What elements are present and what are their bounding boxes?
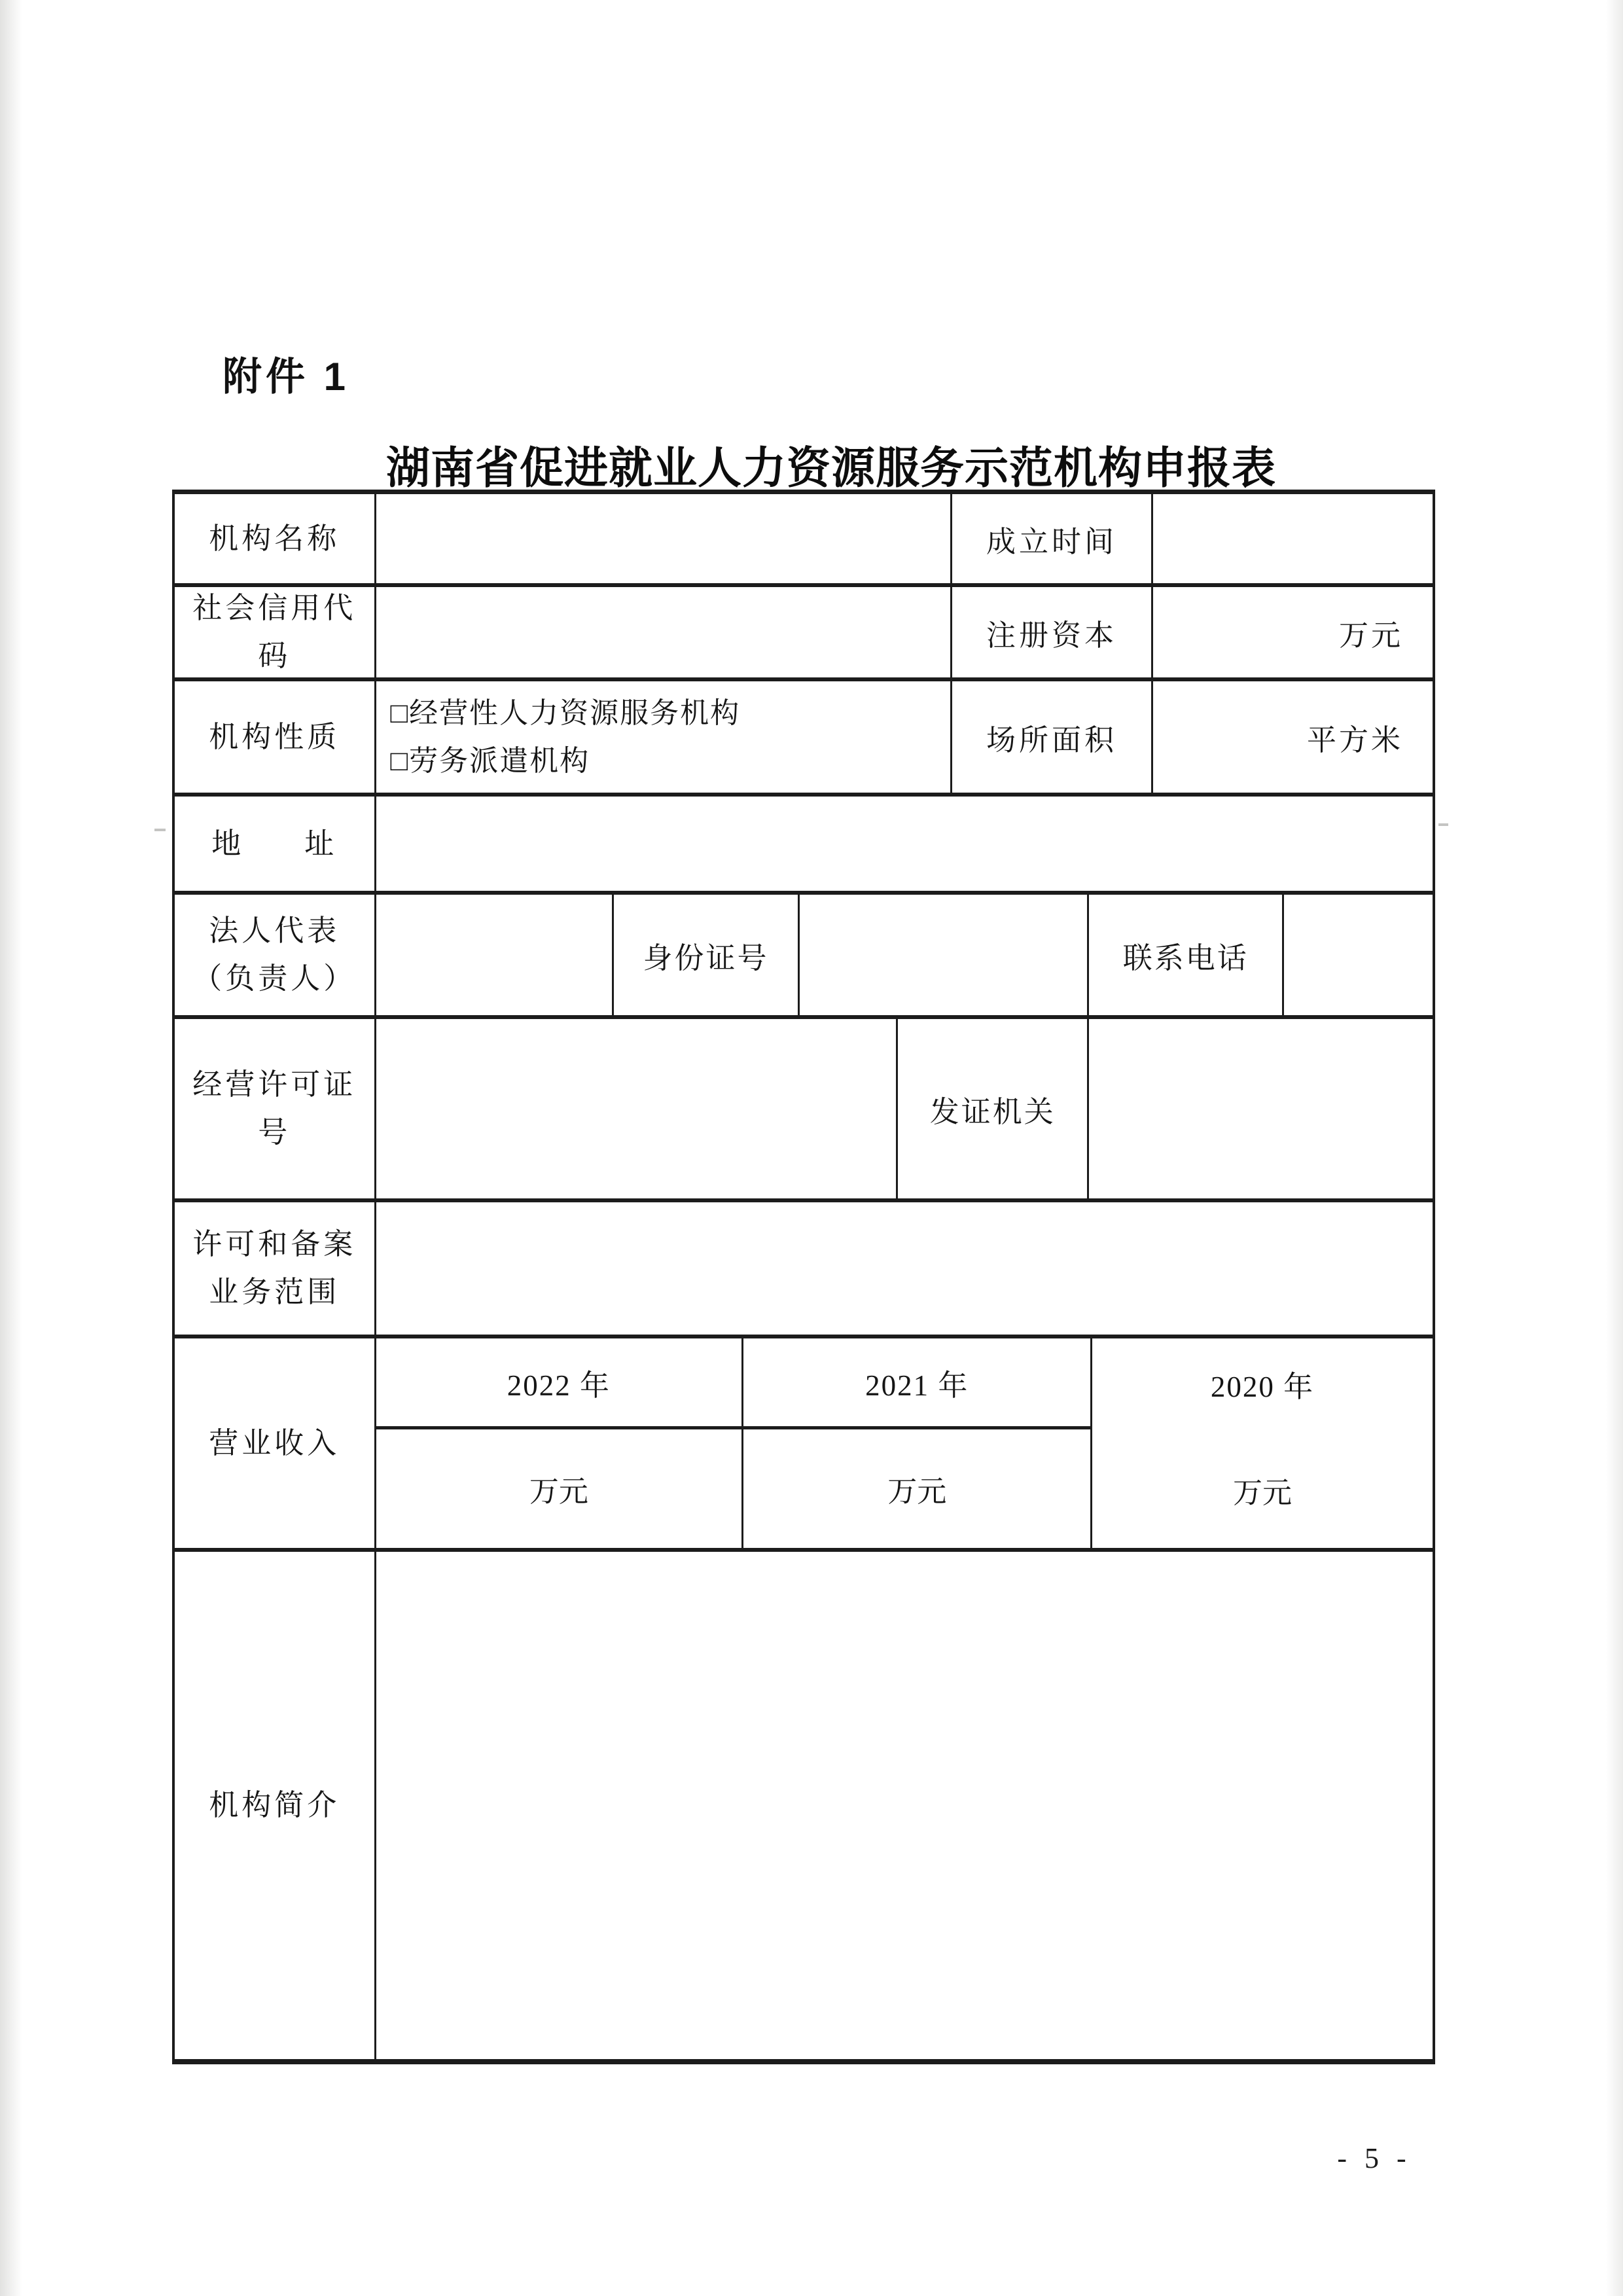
org-name-value-cell <box>376 494 952 583</box>
license-number-label-line1: 经营许可证 <box>192 1068 357 1102</box>
license-number-value-cell <box>376 1019 899 1198</box>
page-title: 湖南省促进就业人力资源服务示范机构申报表 <box>386 444 1276 493</box>
revenue-label-cell <box>175 1338 376 1548</box>
org-nature-option-hr-service: □经营性人力资源服务机构 <box>390 696 741 729</box>
credit-code-label-line1: 社会信用代 <box>192 592 357 625</box>
revenue-year-2020-cell <box>1092 1338 1433 1429</box>
legal-rep-label-line1: 法人代表 <box>209 914 340 948</box>
phone-value-cell <box>1284 895 1433 1015</box>
revenue-amount-2020-cell <box>1092 1429 1433 1548</box>
org-nature-label-cell <box>175 681 376 793</box>
revenue-years-grid <box>376 1338 1433 1548</box>
address-label-char1: 地 <box>211 827 245 860</box>
page-number: - 5 - <box>1337 2142 1412 2174</box>
business-scope-label-line2: 业务范围 <box>209 1276 340 1308</box>
credit-code-value-cell <box>376 587 952 677</box>
table-row-org-intro <box>175 1552 1433 2059</box>
area-value-cell <box>1153 681 1433 793</box>
org-name-label: 机构名称 <box>209 522 340 555</box>
table-row-business-scope <box>175 1202 1433 1338</box>
table-row-license-number <box>175 1019 1433 1202</box>
legal-rep-label-line2: （负责人） <box>192 962 357 995</box>
established-label: 成立时间 <box>986 525 1118 558</box>
established-value-cell <box>1153 494 1433 583</box>
org-nature-label: 机构性质 <box>209 720 340 753</box>
id-number-value-cell <box>800 895 1089 1015</box>
table-row-revenue <box>175 1338 1433 1552</box>
id-number-label: 身份证号 <box>643 941 769 975</box>
org-intro-value-cell <box>376 1552 1433 2059</box>
capital-label: 注册资本 <box>986 619 1118 652</box>
revenue-unit-2022: 万元 <box>529 1475 588 1508</box>
org-intro-label-cell <box>175 1552 376 2059</box>
scan-mark-right <box>1438 823 1448 826</box>
business-scope-label-line1: 许可和备案 <box>192 1228 357 1261</box>
address-label-cell <box>175 797 376 891</box>
issuer-label-cell <box>898 1019 1089 1198</box>
application-form-table <box>172 490 1435 2064</box>
area-label-cell <box>952 681 1154 793</box>
revenue-unit-2020: 万元 <box>1233 1477 1293 1509</box>
established-label-cell <box>952 494 1154 583</box>
business-scope-label-cell <box>175 1202 376 1335</box>
table-row-org-nature <box>175 681 1433 797</box>
area-unit-label: 平方米 <box>1306 723 1403 757</box>
attachment-label: 附件 1 <box>223 355 350 399</box>
revenue-amount-2022-cell <box>376 1429 742 1548</box>
org-intro-label: 机构简介 <box>209 1789 340 1822</box>
credit-code-label-line2: 码 <box>258 639 291 672</box>
id-number-label-cell <box>614 895 800 1015</box>
revenue-col-2022 <box>376 1338 744 1548</box>
capital-value-cell <box>1153 587 1433 677</box>
capital-label-cell <box>952 587 1154 677</box>
license-number-label-line2: 号 <box>258 1116 291 1149</box>
revenue-unit-2021: 万元 <box>887 1475 947 1508</box>
credit-code-label-cell <box>175 587 376 677</box>
revenue-year-2020-label: 2020 年 <box>1210 1371 1315 1403</box>
table-row-credit-code <box>175 587 1433 681</box>
address-label-char2: 址 <box>304 827 338 860</box>
org-nature-options-cell <box>376 681 952 793</box>
revenue-year-2022-cell <box>376 1338 742 1429</box>
address-value-cell <box>376 797 1433 891</box>
legal-rep-label-cell <box>175 895 376 1015</box>
scan-mark-left <box>154 829 166 831</box>
business-scope-value-cell <box>376 1202 1433 1335</box>
org-name-label-cell <box>175 494 376 583</box>
issuer-value-cell <box>1089 1019 1433 1198</box>
capital-unit-label: 万元 <box>1338 619 1403 652</box>
phone-label-cell <box>1089 895 1284 1015</box>
legal-rep-value-cell <box>376 895 614 1015</box>
revenue-year-2022-label: 2022 年 <box>507 1369 611 1402</box>
phone-label: 联系电话 <box>1122 941 1249 975</box>
scan-shadow-left <box>0 0 22 2296</box>
area-label: 场所面积 <box>986 723 1118 757</box>
org-nature-option-labor-dispatch: □劳务派遣机构 <box>390 745 590 777</box>
revenue-col-2020 <box>1092 1338 1433 1548</box>
license-number-label-cell <box>175 1019 376 1198</box>
table-row-legal-rep <box>175 895 1433 1019</box>
revenue-label: 营业收入 <box>209 1426 340 1460</box>
scan-shadow-right <box>1606 0 1623 2296</box>
table-row-address <box>175 797 1433 895</box>
revenue-col-2021 <box>743 1338 1092 1548</box>
issuer-label: 发证机关 <box>929 1095 1056 1128</box>
table-row-org-name <box>175 494 1433 587</box>
revenue-amount-2021-cell <box>743 1429 1090 1548</box>
revenue-year-2021-cell <box>743 1338 1090 1429</box>
revenue-year-2021-label: 2021 年 <box>865 1369 969 1402</box>
